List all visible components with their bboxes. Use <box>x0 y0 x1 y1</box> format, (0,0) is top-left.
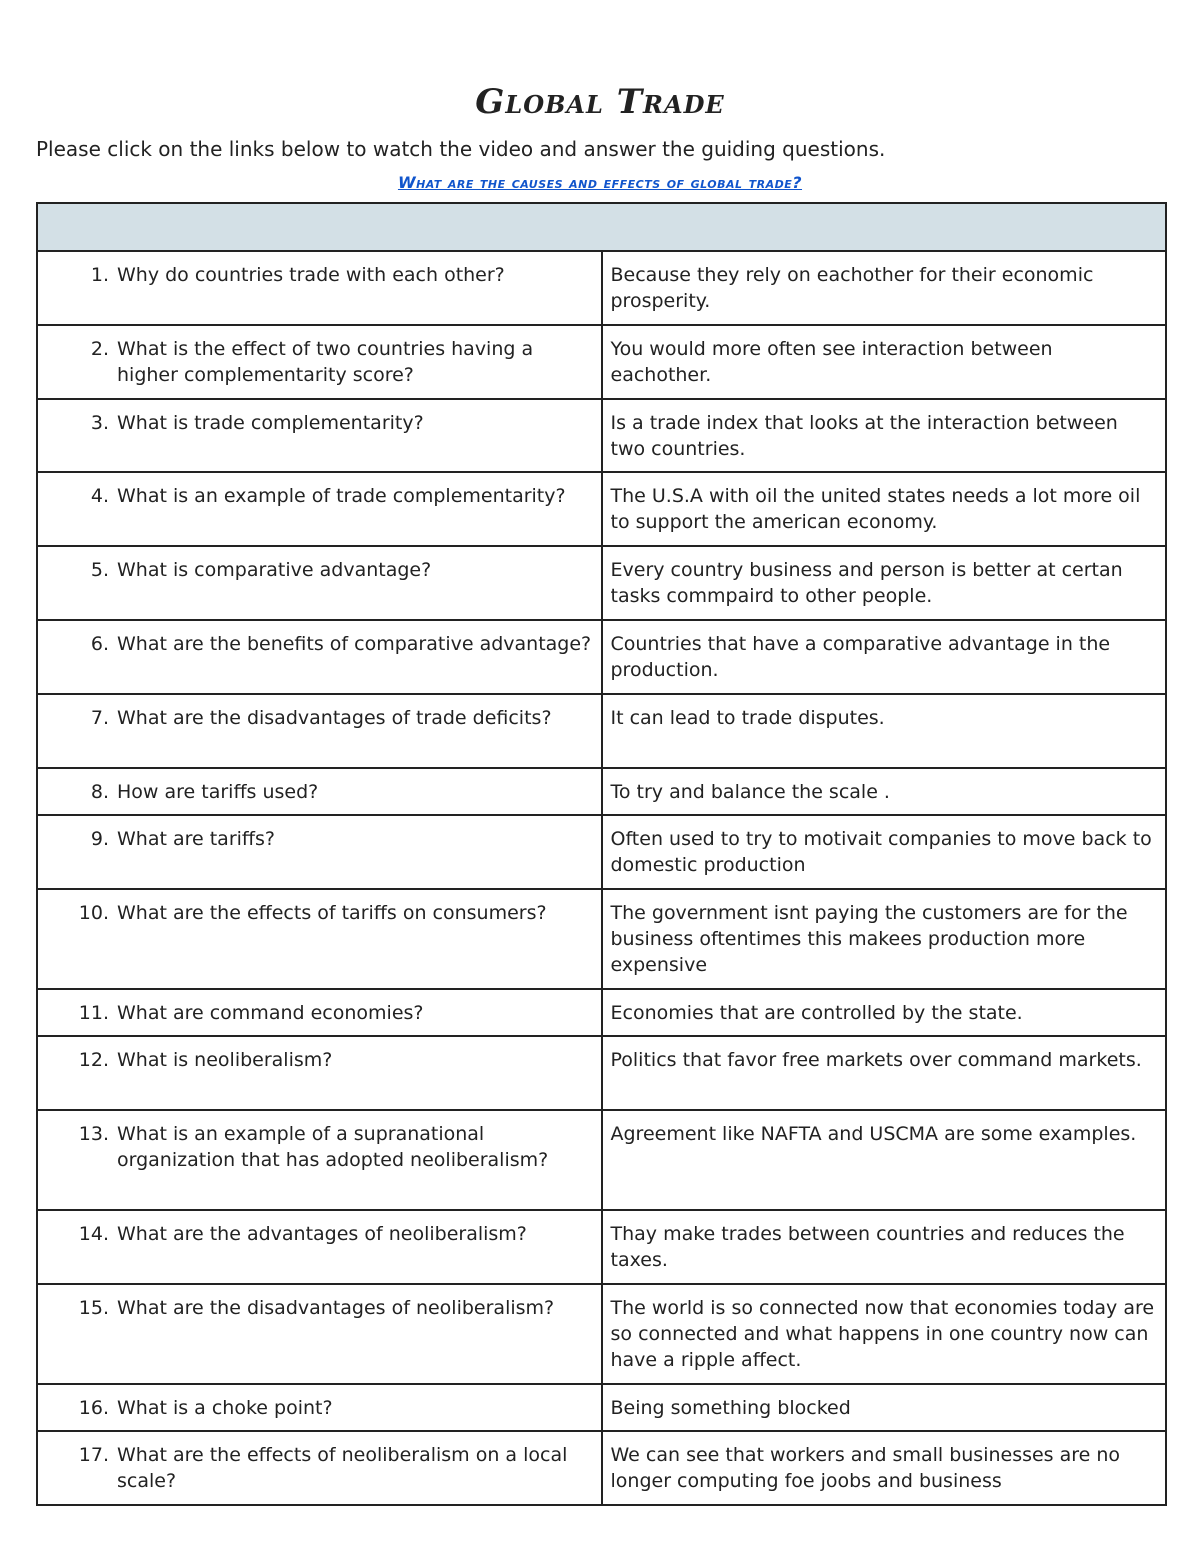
table-row <box>37 620 1166 694</box>
question-cell <box>37 1431 602 1505</box>
question-wrap <box>46 1295 593 1321</box>
question-number: 1. <box>90 264 109 286</box>
question-cell <box>37 989 602 1036</box>
answer-cell[interactable]: Politics that favor free markets over command markets. <box>602 1036 1167 1110</box>
question-text: What is an example of a supranational organization that has adopted neoliberalism? <box>117 1123 549 1171</box>
question-text: What are the effects of tariffs on consumers? <box>117 902 547 924</box>
question-text: What are the disadvantages of neoliberalism? <box>117 1297 555 1319</box>
answer-cell[interactable]: Agreement like NAFTA and USCMA are some examples. <box>602 1110 1167 1210</box>
question-text: What is a choke point? <box>117 1397 333 1419</box>
table-row <box>37 472 1166 546</box>
table-row <box>37 1384 1166 1431</box>
question-cell <box>37 1036 602 1110</box>
question-wrap <box>46 1047 593 1073</box>
question-text: What are command economies? <box>117 1002 424 1024</box>
answer-cell[interactable]: Thay make trades between countries and reduces the taxes. <box>602 1210 1167 1284</box>
question-cell <box>37 620 602 694</box>
question-wrap <box>46 779 593 805</box>
question-number: 17. <box>78 1444 109 1466</box>
question-cell <box>37 889 602 989</box>
table-header-cell <box>37 203 1166 251</box>
question-cell <box>37 325 602 399</box>
question-wrap <box>46 410 593 436</box>
table-row <box>37 815 1166 889</box>
question-cell <box>37 1110 602 1210</box>
question-wrap <box>46 1121 593 1173</box>
question-wrap <box>46 1395 593 1421</box>
instructions-text: Please click on the links below to watch the video and answer the guiding questions. <box>36 137 886 161</box>
question-number: 9. <box>90 828 109 850</box>
table-row <box>37 1431 1166 1505</box>
question-number: 14. <box>78 1223 109 1245</box>
answer-cell[interactable]: You would more often see interaction between eachother. <box>602 325 1167 399</box>
question-cell <box>37 546 602 620</box>
question-wrap <box>46 336 593 388</box>
answer-cell[interactable]: The world is so connected now that economies today are so connected and what happens in one country now can have a ripple affect. <box>602 1284 1167 1384</box>
table-row <box>37 989 1166 1036</box>
table-row <box>37 325 1166 399</box>
question-wrap <box>46 1442 593 1494</box>
table-row <box>37 694 1166 768</box>
answer-cell[interactable]: It can lead to trade disputes. <box>602 694 1167 768</box>
question-wrap <box>46 262 593 288</box>
table-row <box>37 1284 1166 1384</box>
question-text: What are the benefits of comparative advantage? <box>117 633 592 655</box>
question-text: How are tariffs used? <box>117 781 319 803</box>
question-cell <box>37 399 602 472</box>
answer-cell[interactable]: To try and balance the scale . <box>602 768 1167 815</box>
question-text: What are the advantages of neoliberalism? <box>117 1223 527 1245</box>
question-text: What is trade complementarity? <box>117 412 424 434</box>
question-text: What are tariffs? <box>117 828 275 850</box>
question-wrap <box>46 631 593 657</box>
question-cell <box>37 815 602 889</box>
question-text: What are the disadvantages of trade deficits? <box>117 707 552 729</box>
question-cell <box>37 1284 602 1384</box>
answer-cell[interactable]: Because they rely on eachother for their economic prosperity. <box>602 251 1167 325</box>
answer-cell[interactable]: We can see that workers and small businesses are no longer computing foe joobs and business <box>602 1431 1167 1505</box>
question-cell <box>37 694 602 768</box>
question-answer-table <box>36 202 1167 1506</box>
question-cell <box>37 472 602 546</box>
question-number: 6. <box>90 633 109 655</box>
question-cell <box>37 251 602 325</box>
question-number: 12. <box>78 1049 109 1071</box>
table-row <box>37 251 1166 325</box>
answer-cell[interactable]: Is a trade index that looks at the interaction between two countries. <box>602 399 1167 472</box>
answer-cell[interactable]: Every country business and person is better at certan tasks commpaird to other people. <box>602 546 1167 620</box>
question-number: 16. <box>78 1397 109 1419</box>
question-number: 10. <box>78 902 109 924</box>
question-cell <box>37 768 602 815</box>
question-text: What is comparative advantage? <box>117 559 432 581</box>
question-wrap <box>46 557 593 583</box>
question-number: 15. <box>78 1297 109 1319</box>
question-cell <box>37 1210 602 1284</box>
table-row <box>37 1036 1166 1110</box>
question-number: 3. <box>90 412 109 434</box>
table-row <box>37 399 1166 472</box>
question-wrap <box>46 483 593 509</box>
question-number: 11. <box>78 1002 109 1024</box>
question-text: What is an example of trade complementarity? <box>117 485 566 507</box>
question-number: 4. <box>90 485 109 507</box>
question-wrap <box>46 705 593 731</box>
answer-cell[interactable]: The government isnt paying the customers are for the business oftentimes this makees production more expensive <box>602 889 1167 989</box>
question-text: What are the effects of neoliberalism on a local scale? <box>117 1444 568 1492</box>
question-text: Why do countries trade with each other? <box>117 264 505 286</box>
question-number: 13. <box>78 1123 109 1145</box>
question-wrap <box>46 826 593 852</box>
question-wrap <box>46 1000 593 1026</box>
question-text: What is the effect of two countries having a higher complementarity score? <box>117 338 534 386</box>
table-row <box>37 1210 1166 1284</box>
answer-cell[interactable]: Countries that have a comparative advantage in the production. <box>602 620 1167 694</box>
table-row <box>37 889 1166 989</box>
page-title: Global Trade <box>475 82 725 122</box>
table-row <box>37 768 1166 815</box>
table-row <box>37 546 1166 620</box>
question-number: 8. <box>90 781 109 803</box>
question-number: 7. <box>90 707 109 729</box>
answer-cell[interactable]: Often used to try to motivait companies to move back to domestic production <box>602 815 1167 889</box>
question-wrap <box>46 1221 593 1247</box>
question-number: 5. <box>90 559 109 581</box>
video-link[interactable]: What are the causes and effects of global trade? <box>397 173 803 192</box>
question-number: 2. <box>90 338 109 360</box>
question-wrap <box>46 900 593 926</box>
table-row <box>37 1110 1166 1210</box>
answer-cell[interactable]: Economies that are controlled by the state. <box>602 989 1167 1036</box>
answer-cell[interactable]: The U.S.A with oil the united states needs a lot more oil to support the american economy. <box>602 472 1167 546</box>
table-header-row <box>37 203 1166 251</box>
question-text: What is neoliberalism? <box>117 1049 333 1071</box>
question-cell <box>37 1384 602 1431</box>
answer-cell[interactable]: Being something blocked <box>602 1384 1167 1431</box>
